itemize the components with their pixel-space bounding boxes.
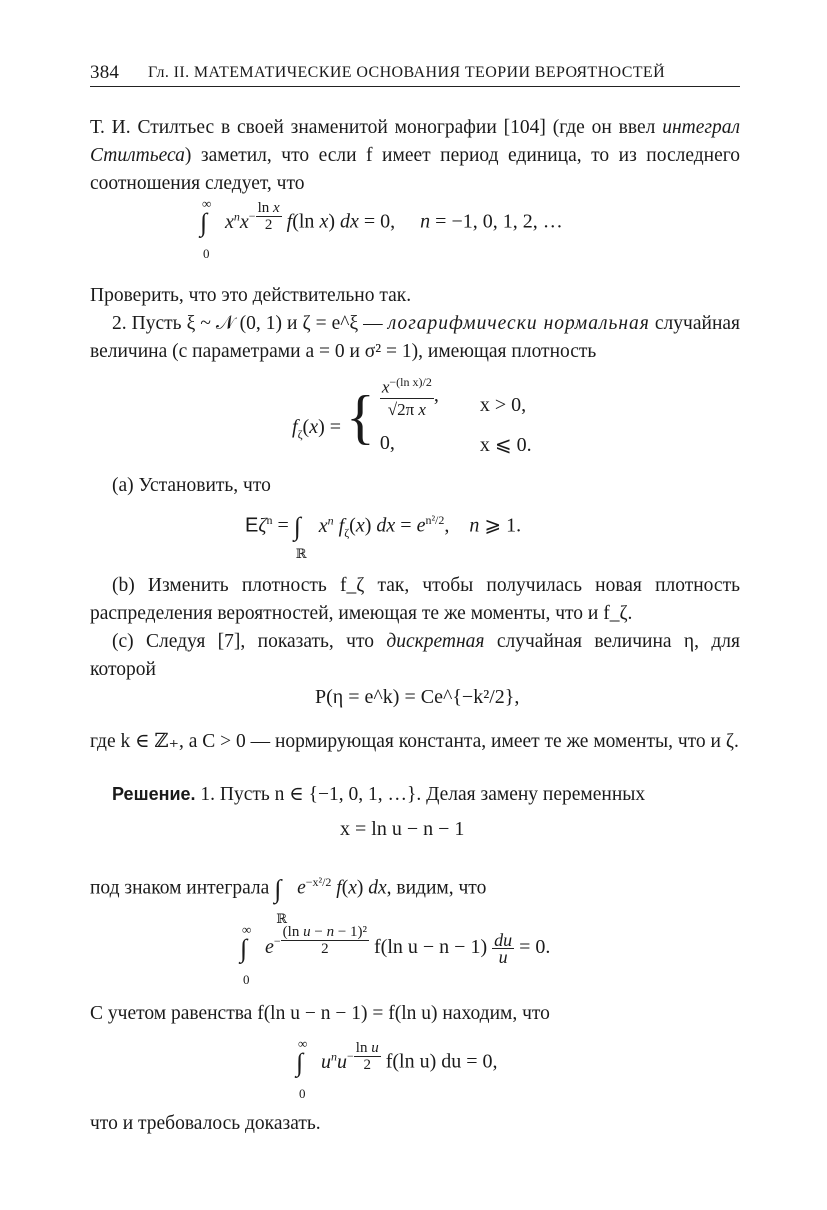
paragraph-equality: С учетом равенства f(ln u − n − 1) = f(ln u) находим, что — [90, 1003, 550, 1024]
paragraph-b: (b) Изменить плотность f_ζ так, чтобы получилась новая плотность распределения вероятностей, имеющая те же моменты, что и f_ζ. — [90, 575, 740, 624]
formula-discrete: P(η = e^k) = Ce^{−k²/2}, — [315, 686, 520, 708]
running-title: Гл. II. МАТЕМАТИЧЕСКИЕ ОСНОВАНИЯ ТЕОРИИ ВЕРОЯТНОСТЕЙ — [148, 64, 666, 81]
paragraph-solution: Решение. 1. Пусть n ∈ {−1, 0, 1, …}. Делая замену переменных — [112, 784, 646, 805]
formula-integral-u: ∫ ∞ 0 $e^{- \frac{\text{(ln u − n − 1)²}}{2}}$ f(ln u − n − 1) $\frac{du}{u}$ = 0. — [240, 921, 551, 987]
paragraph-lognormal: 2. Пусть ξ ~ 𝒩 (0, 1) и ζ = e^ξ — логарифмически нормальная случайная величина (с параметрами a = 0 и σ² = 1), имеющая плотность — [90, 313, 740, 362]
page-number: 384 — [90, 62, 120, 83]
emphasis-discrete: дискретная — [386, 631, 485, 652]
paragraph-qed: что и требовалось доказать. — [90, 1113, 321, 1134]
formula-result: ∫ ∞ 0 $u^nu^{- \frac{\text{ln u}}{2}}$ f(ln u) du = 0, — [296, 1036, 498, 1101]
formula-moments: $E\zeta^n$ = ∫ ℝ $x^n$ $f_\zeta(x)$ dx = $e^{n^2/2}$, n ⩾ 1. — [245, 512, 522, 561]
paragraph-verify: Проверить, что это действительно так. — [90, 285, 412, 306]
paragraph-stieltjes: Т. И. Стилтьес в своей знаменитой монографии [104] (где он ввел интеграл Стилтьеса) заметил, что если f имеет период единица, то из последнего соотношения следует, что — [90, 117, 740, 194]
emphasis-lognormal: логарифмически нормальная — [387, 313, 650, 334]
emphasis-stieltjes-integral: интеграл Стилтьеса — [90, 117, 740, 166]
solution-label: Решение. — [112, 784, 196, 804]
paragraph-c: (c) Следуя [7], показать, что дискретная случайная величина η, для которой — [90, 631, 740, 680]
paragraph-a: (a) Установить, что — [112, 475, 271, 496]
paragraph-under-integral: под знаком интеграла ∫ ℝ $e^{-x^2/2}$ f(x) dx, видим, что — [90, 874, 487, 926]
running-header — [90, 60, 740, 87]
formula-substitution: x = ln u − n − 1 — [340, 818, 465, 840]
formula-density: $f_\zeta(x)$ = { $\frac{x^{-(ln x)/2}}{\text{√2π x}}$ , x > 0, 0, x ⩽ 0. — [292, 372, 550, 462]
formula-stieltjes: ∫ ∞ 0 $x^nx^{- \frac{\text{ln x}}{2}}$ f(ln x) dx = 0, n = −1, 0, 1, 2, … — [200, 196, 563, 261]
paragraph-where: где k ∈ ℤ₊, а C > 0 — нормирующая константа, имеет те же моменты, что и ζ. — [90, 731, 739, 752]
